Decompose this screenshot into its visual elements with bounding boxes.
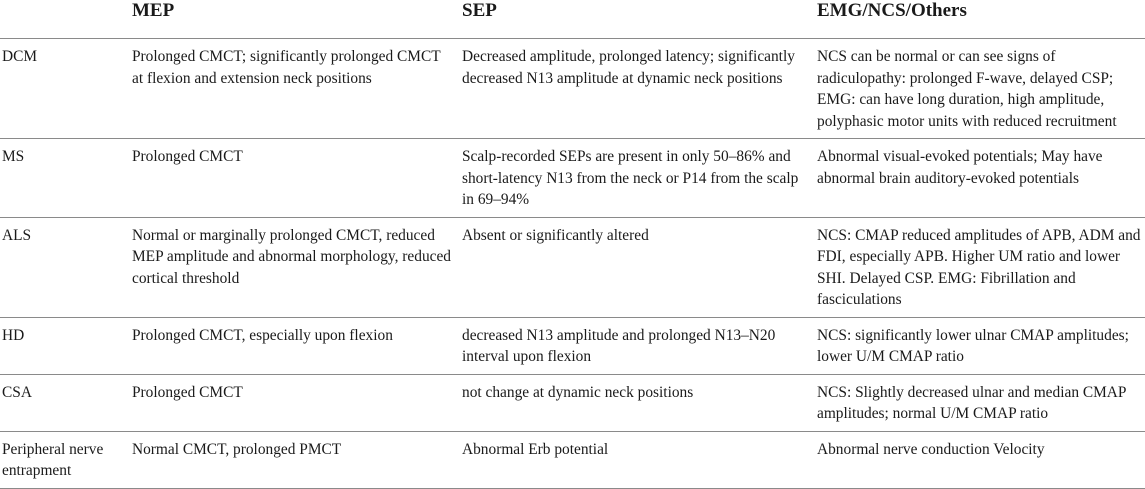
header-mep: MEP	[126, 0, 456, 39]
cell-condition: DCM	[0, 39, 126, 139]
cell-mep: Normal or marginally prolonged CMCT, reduced MEP amplitude and abnormal morphology, reduced cortical threshold	[126, 217, 456, 317]
table-row	[0, 374, 1145, 431]
cell-condition: CSA	[0, 374, 126, 431]
cell-condition: HD	[0, 317, 126, 374]
header-sep: SEP	[456, 0, 811, 39]
header-emg-ncs-others: EMG/NCS/Others	[811, 0, 1145, 39]
cell-condition: MS	[0, 139, 126, 218]
table-row	[0, 431, 1145, 488]
table-row	[0, 317, 1145, 374]
cell-sep: Absent or significantly altered	[456, 217, 811, 317]
table-row	[0, 217, 1145, 317]
cell-other: NCS: Slightly decreased ulnar and median CMAP amplitudes; normal U/M CMAP ratio	[811, 374, 1145, 431]
cell-sep: Abnormal Erb potential	[456, 431, 811, 488]
cell-condition: Peripheral nerve entrapment	[0, 431, 126, 488]
cell-mep: Prolonged CMCT	[126, 374, 456, 431]
table-row	[0, 139, 1145, 218]
header-row	[0, 0, 1145, 39]
cell-other: NCS: CMAP reduced amplitudes of APB, ADM and FDI, especially APB. Higher UM ratio and lower SHI. Delayed CSP. EMG: Fibrillation and fasciculations	[811, 217, 1145, 317]
cell-other: Abnormal nerve conduction Velocity	[811, 431, 1145, 488]
cell-sep: not change at dynamic neck positions	[456, 374, 811, 431]
cell-mep: Prolonged CMCT	[126, 139, 456, 218]
cell-sep: decreased N13 amplitude and prolonged N13–N20 interval upon flexion	[456, 317, 811, 374]
table-row	[0, 39, 1145, 139]
cell-other: NCS: significantly lower ulnar CMAP amplitudes; lower U/M CMAP ratio	[811, 317, 1145, 374]
cell-other: Abnormal visual-evoked potentials; May have abnormal brain auditory-evoked potentials	[811, 139, 1145, 218]
cell-mep: Normal CMCT, prolonged PMCT	[126, 431, 456, 488]
cell-mep: Prolonged CMCT; significantly prolonged CMCT at flexion and extension neck positions	[126, 39, 456, 139]
cell-sep: Decreased amplitude, prolonged latency; significantly decreased N13 amplitude at dynamic neck positions	[456, 39, 811, 139]
cell-condition: ALS	[0, 217, 126, 317]
cell-mep: Prolonged CMCT, especially upon flexion	[126, 317, 456, 374]
header-condition	[0, 0, 126, 39]
cell-other: NCS can be normal or can see signs of radiculopathy: prolonged F-wave, delayed CSP; EMG: can have long duration, high amplitude, polyphasic motor units with reduced recruitment	[811, 39, 1145, 139]
cell-sep: Scalp-recorded SEPs are present in only 50–86% and short-latency N13 from the neck or P14 from the scalp in 69–94%	[456, 139, 811, 218]
